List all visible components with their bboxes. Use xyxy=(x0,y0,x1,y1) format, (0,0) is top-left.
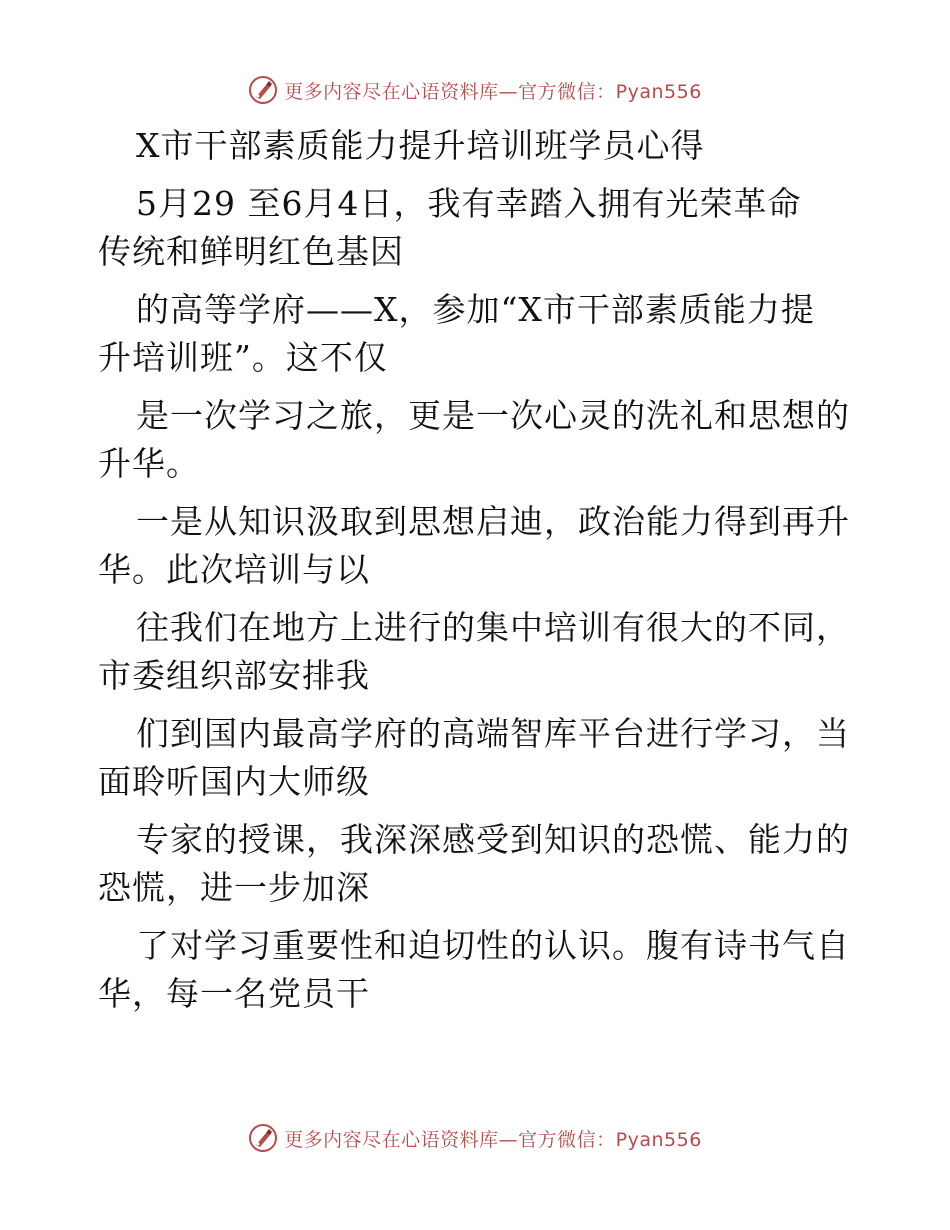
paragraph-line: 们到国内最高学府的高端智库平台进行学习，当 xyxy=(136,714,850,753)
paragraph-line: 往我们在地方上进行的集中培训有很大的不同， xyxy=(136,608,850,647)
paragraph-line: 专家的授课，我深深感受到知识的恐慌、能力的 xyxy=(136,820,850,859)
paragraph-line: 面聆听国内大师级 xyxy=(98,762,370,801)
watermark-text: 更多内容尽在心语资料库—官方微信：Pyan556 xyxy=(284,1128,702,1151)
paragraph-line: 升华。 xyxy=(98,444,200,483)
fountain-pen-logo-icon xyxy=(248,1123,278,1153)
paragraph-line: 5月29 至6月4日，我有幸踏入拥有光荣革命 xyxy=(136,184,802,223)
paragraph-line: 升培训班”。这不仅 xyxy=(98,338,388,377)
paragraph-line: 市委组织部安排我 xyxy=(98,656,370,695)
footer-watermark xyxy=(0,1120,950,1156)
document-title: X市干部素质能力提升培训班学员心得 xyxy=(136,126,705,165)
fountain-pen-logo-icon xyxy=(248,75,278,105)
paragraph-line: 是一次学习之旅，更是一次心灵的洗礼和思想的 xyxy=(136,396,850,435)
paragraph-line: 了对学习重要性和迫切性的认识。腹有诗书气自 xyxy=(136,926,850,965)
watermark-text: 更多内容尽在心语资料库—官方微信：Pyan556 xyxy=(284,80,702,103)
paragraph-line: 的高等学府——X，参加“X市干部素质能力提 xyxy=(136,290,815,329)
paragraph-line: 传统和鲜明红色基因 xyxy=(98,232,404,271)
header-watermark xyxy=(0,72,950,108)
paragraph-line: 华，每一名党员干 xyxy=(98,974,370,1013)
document-body xyxy=(98,122,858,1018)
paragraph-line: 一是从知识汲取到思想启迪，政治能力得到再升 xyxy=(136,502,850,541)
paragraph-line: 华。此次培训与以 xyxy=(98,550,370,589)
paragraph-line: 恐慌，进一步加深 xyxy=(98,868,370,907)
